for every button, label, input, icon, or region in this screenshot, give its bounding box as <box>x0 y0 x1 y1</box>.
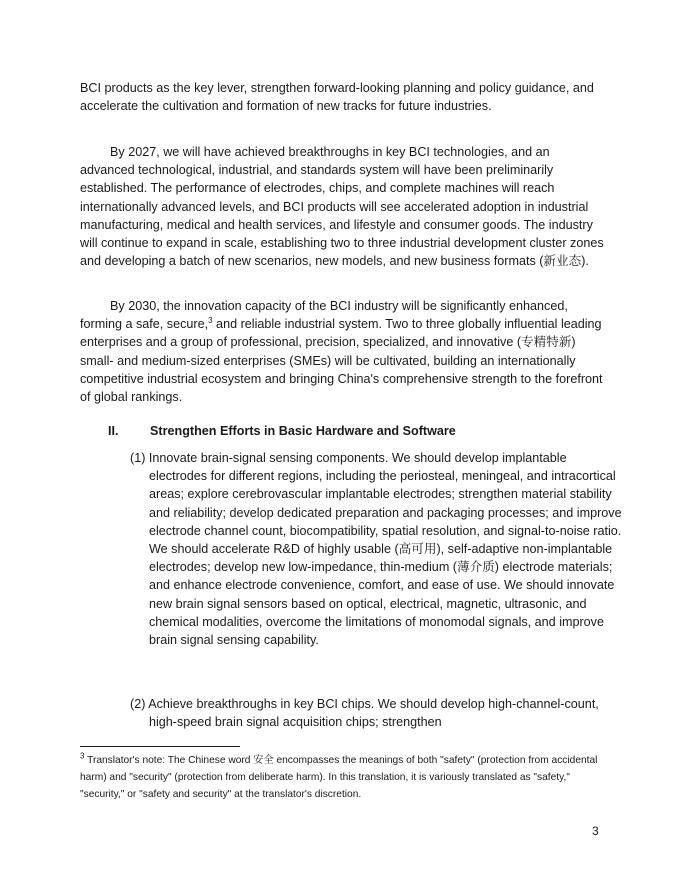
footnote <box>80 752 604 803</box>
list-item-text: Innovate brain-signal sensing components. We should develop implantable electrodes for different regions, including the periosteal, meningeal, and intracortical areas; explore cerebrovascular implantable electrodes; strengthen material stability and reliability; develop dedicated preparation and packaging processes; and improve electrode channel count, biocompatibility, spatial resolution, and signal-to-noise ratio. We should accelerate R&D of highly usable (高可用), self-adaptive non-implantable electrodes; develop new low-impedance, thin-medium (薄介质) electrode materials; and enhance electrode convenience, comfort, and ease of use. We should innovate new brain signal sensors based on optical, electrical, magnetic, ultrasonic, and chemical modalities, overcome the limitations of monomodal signals, and improve brain signal sensing capability. <box>148 451 622 648</box>
footnote-text: Translator's note: The Chinese word 安全 encompasses the meanings of both "safety" (protection from accidental harm) and "security" (protection from deliberate harm). In this translation, it is variously translated as "safety," "security," or "safety and security" at the translator's discretion. <box>80 755 598 800</box>
paragraph-text <box>80 297 604 406</box>
list-item-label: (2) <box>130 697 149 711</box>
page-number: 3 <box>592 824 599 838</box>
body-paragraph-2030 <box>80 297 604 406</box>
section-number: II. <box>108 424 119 438</box>
footnote-reference[interactable]: 3 <box>208 316 213 326</box>
footnote-divider <box>80 746 240 747</box>
paragraph-text: By 2027, we will have achieved breakthroughs in key BCI technologies, and an advanced technological, industrial, and standards system will have been preliminarily established. The performance of electrodes, chips, and complete machines will reach internationally advanced levels, and BCI products will see accelerated adoption in industrial manufacturing, medical and health services, and lifestyle and consumer goods. The industry will continue to expand in scale, establishing two to three industrial development cluster zones and developing a batch of new scenarios, new models, and new business formats (新业态). <box>80 145 604 269</box>
footnote-marker: 3 <box>80 751 85 761</box>
body-paragraph-2027 <box>80 143 604 270</box>
list-item <box>130 695 623 731</box>
list-item-label: (1) <box>130 451 149 465</box>
paragraph-text: BCI products as the key lever, strengthen forward-looking planning and policy guidance, and accelerate the cultivation and formation of new tracks for future industries. <box>80 81 594 114</box>
paragraph-text-part: and reliable industrial system. Two to three globally influential leading enterprises and a group of professional, precision, specialized, and innovative (专精特新) small- and medium-sized enterprises (SMEs) will be cultivated, building an internationally competitive industrial ecosystem and bringing China's comprehensive strength to the forefront of global rankings. <box>80 317 603 405</box>
section-heading <box>108 422 608 440</box>
body-paragraph-1 <box>80 79 604 115</box>
list-item <box>130 449 623 649</box>
list-item-text: Achieve breakthroughs in key BCI chips. We should develop high-channel-count, high-speed brain signal acquisition chips; strengthen <box>148 697 599 730</box>
section-title: Strengthen Efforts in Basic Hardware and Software <box>150 424 456 438</box>
paragraph-text-part: By 2030, the innovation capacity of the BCI industry will be significantly enhanced, forming a safe, secure, <box>80 299 568 332</box>
